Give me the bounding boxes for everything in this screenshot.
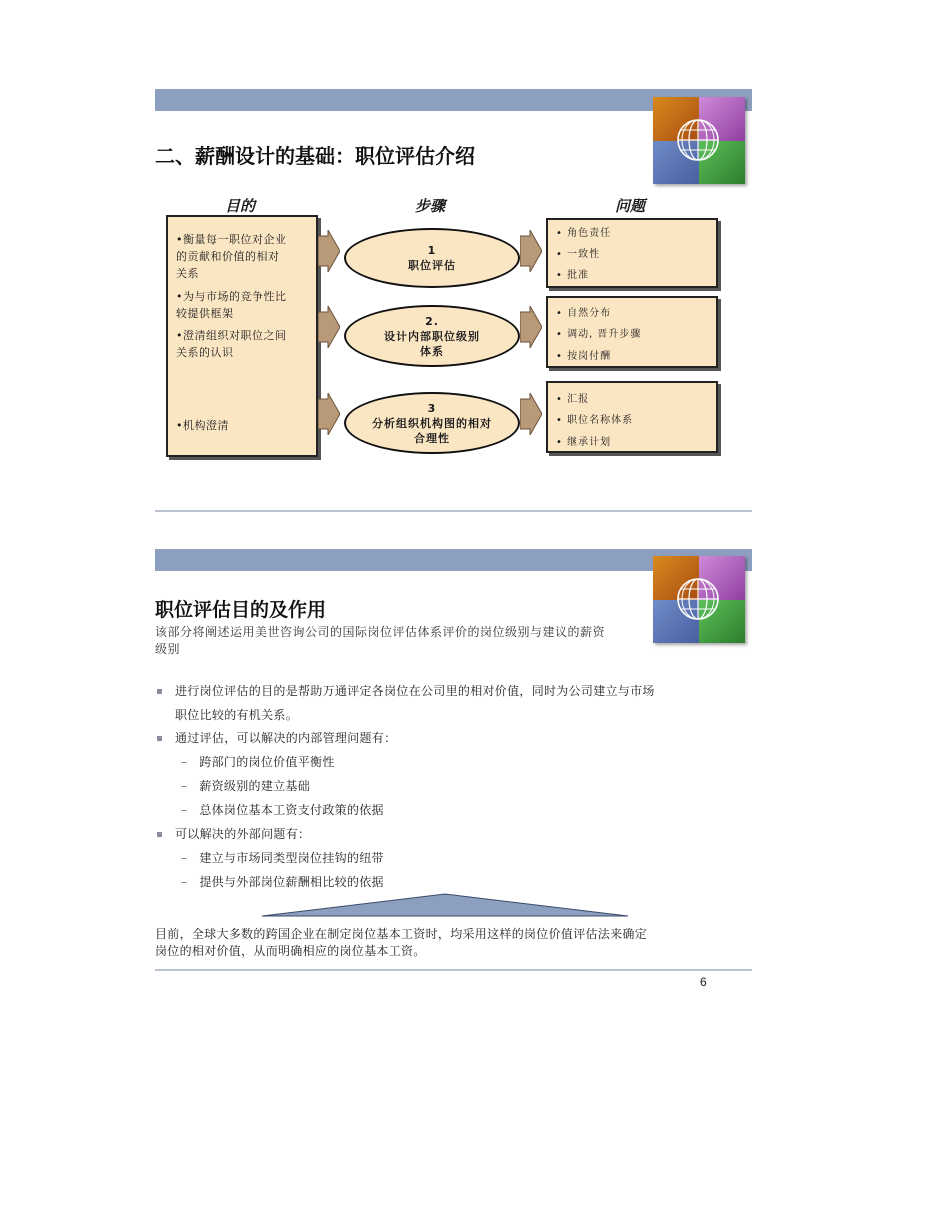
issue-item: • 角色责任 <box>556 228 612 239</box>
issue-item: • 批准 <box>556 270 590 281</box>
globe-logo-icon <box>653 97 745 184</box>
purpose-item: •为与市场的竞争性比 较提供框架 <box>176 290 287 320</box>
purpose-item: •澄清组织对职位之间 关系的认识 <box>176 329 287 359</box>
issues-box-2 <box>546 296 718 368</box>
slide2-footer-rule <box>155 969 752 971</box>
slide1-footer-rule <box>155 510 752 512</box>
square-bullet-icon <box>157 832 162 837</box>
issue-item: • 继承计划 <box>556 437 612 448</box>
issue-item: • 自然分布 <box>556 308 612 319</box>
purpose-item: •机构澄清 <box>176 419 229 432</box>
square-bullet-icon <box>157 736 162 741</box>
bullet-external: 可以解决的外部问题有： – 建立与市场同类型岗位挂钩的纽带 – 提供与外部岗位薪酬相比较的依据 <box>157 822 384 894</box>
slide1-title: 二、薪酬设计的基础：职位评估介绍 <box>155 144 475 168</box>
square-bullet-icon <box>157 689 162 694</box>
arrow-right-icon <box>318 393 340 435</box>
issue-item: • 一致性 <box>556 249 601 260</box>
issue-item: • 按岗付酬 <box>556 351 612 362</box>
issues-box-3 <box>546 381 718 453</box>
header-purpose: 目的 <box>224 197 255 215</box>
arrow-right-icon <box>520 306 542 348</box>
issue-item: • 职位名称体系 <box>556 415 634 426</box>
page-number: 6 <box>700 975 707 989</box>
header-issues: 问题 <box>614 197 645 215</box>
arrow-right-icon <box>520 230 542 272</box>
globe-logo-icon <box>653 556 745 643</box>
bullet-purpose: 进行岗位评估的目的是帮助万通评定各岗位在公司里的相对价值，同时为公司建立与市场 职位比较的有机关系。 <box>157 679 655 727</box>
bullet-internal: 通过评估，可以解决的内部管理问题有： – 跨部门的岗位价值平衡性 – 薪资级别的建立基础 – 总体岗位基本工资支付政策的依据 <box>157 726 396 822</box>
step-3-ellipse: 3 分析组织机构图的相对 合理性 <box>344 392 520 454</box>
arrow-right-icon <box>318 306 340 348</box>
step-1-ellipse: 1 职位评估 <box>344 228 520 288</box>
issue-item: • 汇报 <box>556 394 590 405</box>
slide2-title: 职位评估目的及作用 <box>155 599 327 621</box>
triangle-divider <box>262 893 628 917</box>
purpose-item: •衡量每一职位对企业 的贡献和价值的相对 关系 <box>176 233 287 280</box>
arrow-right-icon <box>318 230 340 272</box>
issues-box-1 <box>546 218 718 288</box>
purpose-box <box>166 215 318 457</box>
issue-item: • 调动, 晋升步骤 <box>556 329 642 340</box>
header-steps: 步骤 <box>414 197 445 215</box>
conclusion-text: 目前，全球大多数的跨国企业在制定岗位基本工资时，均采用这样的岗位价值评估法来确定 岗位的相对价值，从而明确相应的岗位基本工资。 <box>155 927 648 958</box>
arrow-right-icon <box>520 393 542 435</box>
step-2-ellipse: 2. 设计内部职位级别 体系 <box>344 305 520 367</box>
slide2-subtitle: 该部分将阐述运用美世咨询公司的国际岗位评估体系评价的岗位级别与建议的薪资 级别 <box>155 625 606 656</box>
